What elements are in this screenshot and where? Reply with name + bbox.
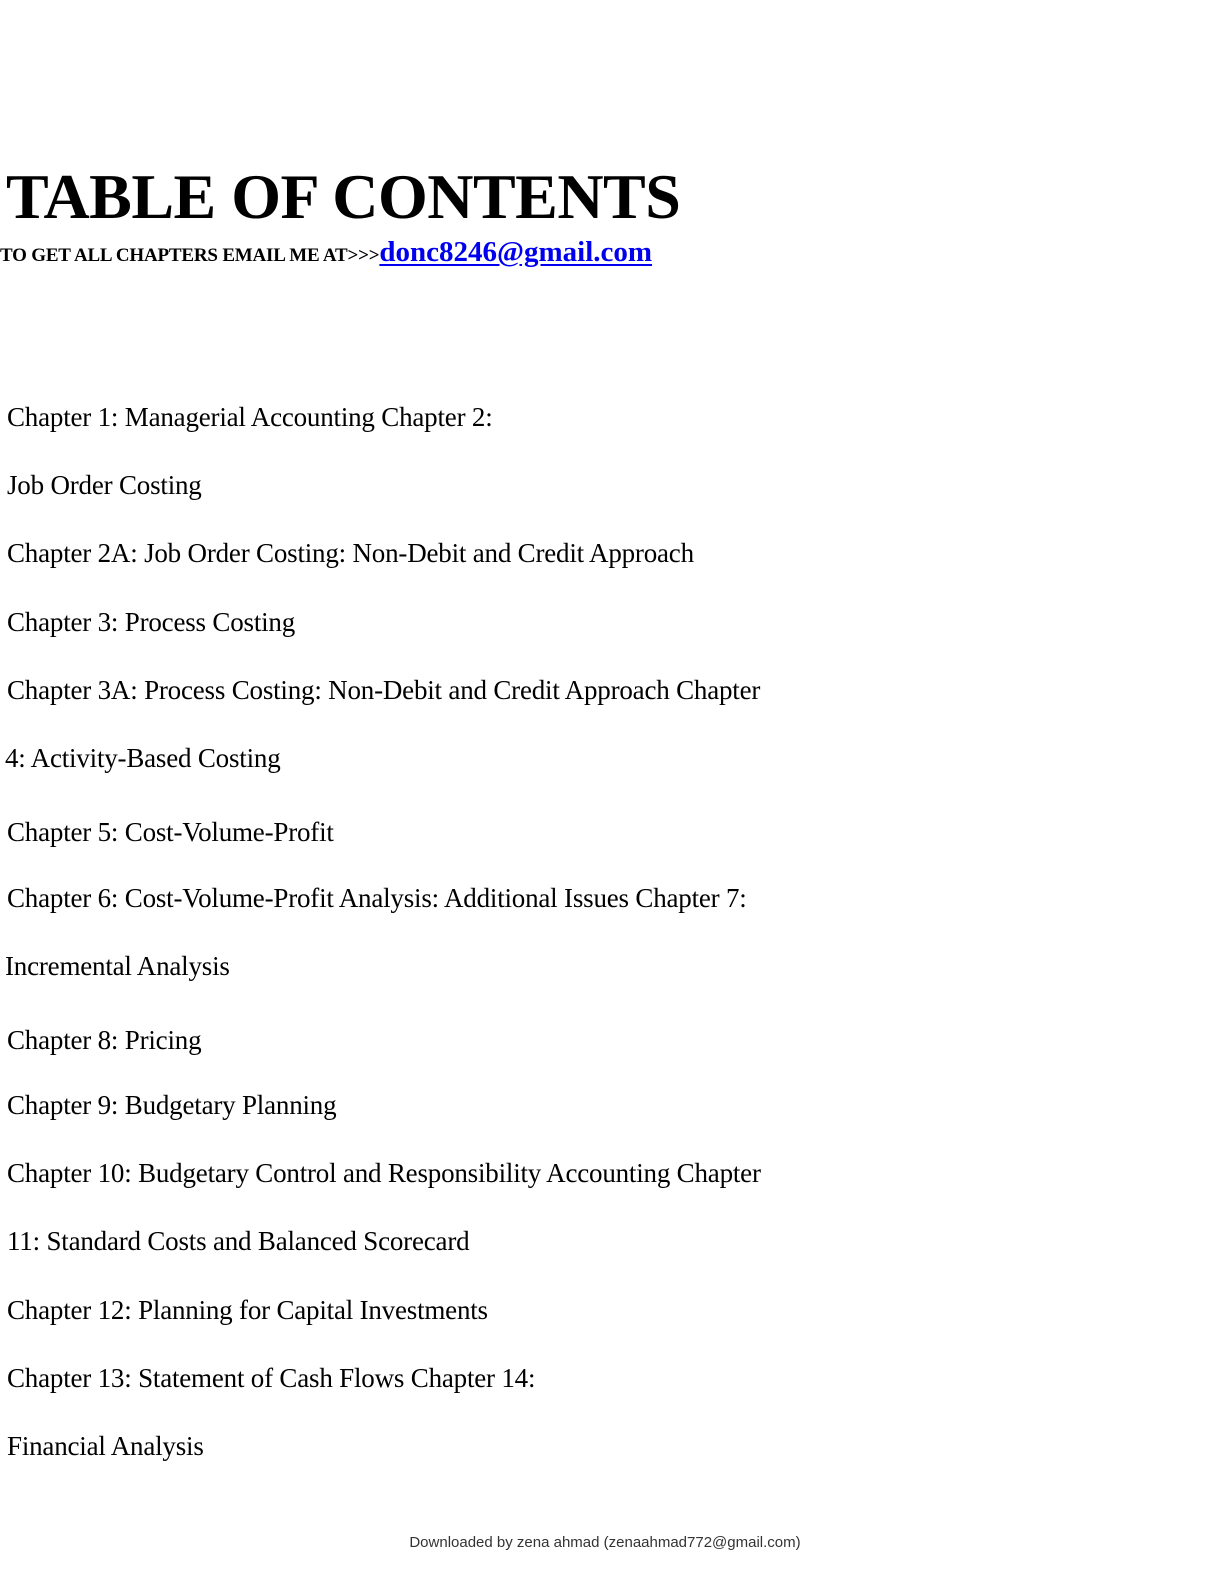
toc-line: Chapter 13: Statement of Cash Flows Chapter 14: xyxy=(7,1363,536,1393)
toc-line: 11: Standard Costs and Balanced Scorecard xyxy=(7,1226,470,1256)
toc-line: Chapter 6: Cost-Volume-Profit Analysis: Additional Issues Chapter 7: xyxy=(7,883,747,913)
toc-line: Chapter 9: Budgetary Planning xyxy=(7,1090,337,1120)
email-prompt-text: TO GET ALL CHAPTERS EMAIL ME AT>>> xyxy=(0,245,380,266)
toc-line: Chapter 1: Managerial Accounting Chapter 2: xyxy=(7,402,493,432)
toc-line: Chapter 3A: Process Costing: Non-Debit and Credit Approach Chapter xyxy=(7,675,761,705)
toc-line: 4: Activity-Based Costing xyxy=(5,743,281,773)
toc-line: Financial Analysis xyxy=(7,1431,204,1461)
page-title: TABLE OF CONTENTS xyxy=(6,161,681,232)
toc-line: Chapter 5: Cost-Volume-Profit xyxy=(7,817,334,847)
toc-line: Job Order Costing xyxy=(7,470,202,500)
toc-line: Chapter 8: Pricing xyxy=(7,1025,202,1055)
toc-line: Chapter 12: Planning for Capital Investments xyxy=(7,1295,488,1325)
toc-line: Chapter 2A: Job Order Costing: Non-Debit and Credit Approach xyxy=(7,538,694,568)
toc-line: Incremental Analysis xyxy=(5,951,230,981)
toc-line: Chapter 10: Budgetary Control and Responsibility Accounting Chapter xyxy=(7,1158,761,1188)
download-footer: Downloaded by zena ahmad (zenaahmad772@gmail.com) xyxy=(409,1534,801,1551)
toc-line: Chapter 3: Process Costing xyxy=(7,607,296,637)
email-contact-line xyxy=(0,234,652,275)
email-link[interactable]: donc8246@gmail.com xyxy=(379,236,653,268)
